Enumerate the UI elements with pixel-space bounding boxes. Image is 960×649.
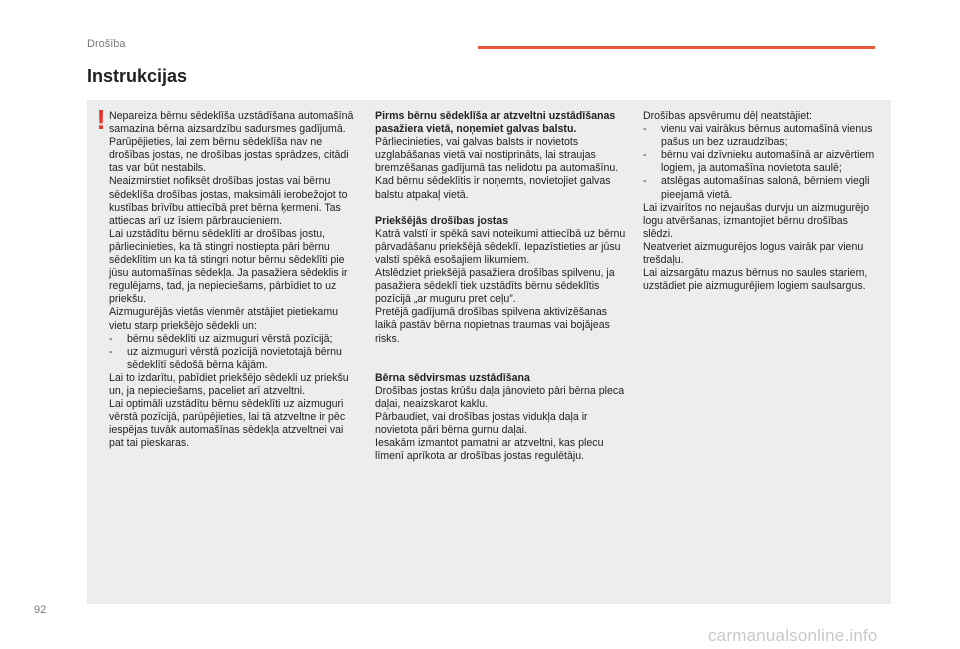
subheading: Priekšējās drošības jostas <box>375 214 509 227</box>
subheading: Pirms bērnu sēdeklīša ar atzveltni uzstādīšanas pasažiera vietā, noņemiet galvas balstu. <box>375 110 616 136</box>
dash-list-item: - bērnu vai dzīvnieku automašīnā ar aizvērtiem logiem, ja automašīna novietota saulē; <box>643 149 875 175</box>
paragraph: Neaizmirstiet nofiksēt drošības jostas vai bērnu sēdeklīša drošības jostas, maksimāli ierobežojot to kustības brīvību attiecībā pret bērna ķermeni. Tas attiecas arī uz īsiem pārbraucieniem. <box>109 175 348 227</box>
paragraph: Parūpējieties, lai zem bērnu sēdeklīša nav ne drošības jostas, ne drošības jostas sprādzes, citādi tas var būt nestabils. <box>109 136 349 175</box>
paragraph: Pārliecinieties, vai galvas balsts ir novietots uzglabāšanas vietā vai nostiprināts, lai straujas bremzēšanas gadījumā tas nelidotu pa automašīnu. Kad bērnu sēdeklītis ir noņemts, novietojiet galvas balstu atpakaļ vietā. <box>375 136 619 201</box>
paragraph: Atslēdziet priekšējā pasažiera drošības spilvenu, ja pasažiera sēdeklī tiek uzstādīts bērnu sēdeklītis pozīcijā „ar muguru pret ceļu”. <box>375 267 615 306</box>
paragraph: Drošības jostas krūšu daļa jānovieto pāri bērna pleca daļai, neaizskarot kaklu. <box>375 384 625 410</box>
paragraph: Lai aizsargātu mazus bērnus no saules stariem, uzstādiet pie aizmugurējiem logiem saulsargus. <box>643 267 868 293</box>
dash-list-item: - vienu vai vairākus bērnus automašīnā vienus pašus un bez uzraudzības; <box>643 123 873 149</box>
exclamation-icon: ! <box>96 104 106 135</box>
dash-list-item: - atslēgas automašīnas salonā, bērniem viegli pieejamā vietā. <box>643 175 870 201</box>
page-title: Instrukcijas <box>87 66 188 86</box>
paragraph: Pārbaudiet, vai drošības jostas vidukļa daļa ir novietota pāri bērna gurnu daļai. <box>375 410 588 436</box>
dash-list-item: - bērnu sēdeklīti uz aizmuguri vērstā pozīcijā; <box>109 332 333 345</box>
paragraph: Pretējā gadījumā drošības spilvena aktivizēšanas laikā pastāv bērna nopietnas traumas vai bojājeas risks. <box>375 306 610 345</box>
section-label: Drošība <box>87 38 126 50</box>
paragraph: Lai izvairītos no nejaušas durvju un aizmugurējo logu atvēršanas, izmantojiet bērnu drošības slēdzi. <box>643 201 870 240</box>
column-3 <box>643 110 878 293</box>
watermark: carmanualsonline.info <box>708 626 878 645</box>
paragraph: Aizmugurējās vietās vienmēr atstājiet pietiekamu vietu starp priekšējo sēdekli un: <box>109 306 339 332</box>
paragraph: Lai optimāli uzstādītu bērnu sēdeklīti uz aizmuguri vērstā pozīcijā, parūpējieties, lai tā atzveltne ir pēc iespējas tuvāk automašīnas sēdekļa atzveltnei vai pat tai pieskaras. <box>109 398 346 450</box>
paragraph: Katrā valstī ir spēkā savi noteikumi attiecībā uz bērnu pārvadāšanu priekšējā sēdeklī. Iepazīstieties ar jūsu valstī spēkā esošajiem likumiem. <box>375 227 626 266</box>
paragraph: Nepareiza bērnu sēdeklīša uzstādīšana automašīnā samazina bērna aizsardzību sadursmes gadījumā. <box>109 110 354 136</box>
subheading: Bērna sēdvirsmas uzstādīšana <box>375 371 530 384</box>
page-number: 92 <box>34 604 47 616</box>
column-2 <box>375 110 627 463</box>
accent-bar <box>478 46 875 49</box>
paragraph: Drošības apsvērumu dēļ neatstājiet: <box>643 110 812 122</box>
paragraph: Iesakām izmantot pamatni ar atzveltni, kas plecu līmenī aprīkota ar drošības jostas regulētāju. <box>375 437 604 463</box>
paragraph: Neatveriet aizmugurējos logus vairāk par vienu trešdaļu. <box>643 240 864 267</box>
dash-list-item: - uz aizmuguri vērstā pozīcijā novietotajā bērnu sēdeklītī sēdošā bērna kājām. <box>109 345 342 371</box>
column-1 <box>109 110 359 450</box>
paragraph: Lai to izdarītu, pabīdiet priekšējo sēdekli uz priekšu un, ja nepieciešams, paceliet arī atzveltni. <box>109 371 349 397</box>
paragraph: Lai uzstādītu bērnu sēdeklīti ar drošības jostu, pārliecinieties, ka tā stingri nostiepta pāri bērnu sēdeklītim un ka tā stingri notur bērnu sēdeklīti pie jūsu automašīnas sēdekļa. Ja pasažiera sēdeklis ir regulējams, tad, ja nepieciešams, pārbīdiet to uz priekšu. <box>109 227 348 306</box>
